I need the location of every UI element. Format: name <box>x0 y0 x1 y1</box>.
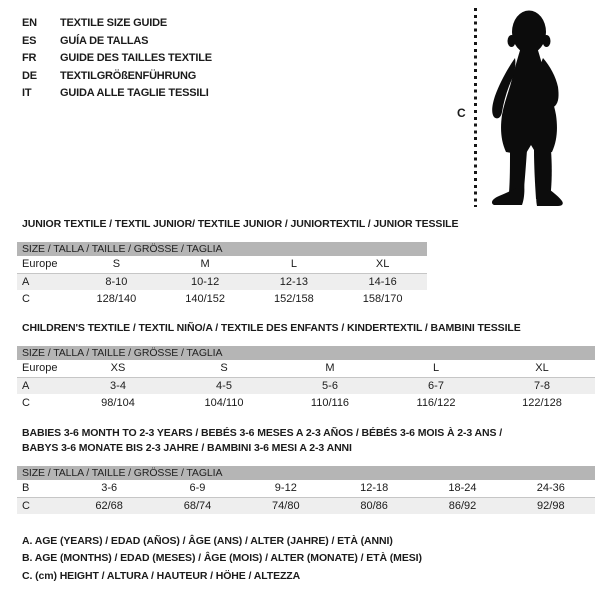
size-value: 140/152 <box>185 292 225 305</box>
row-label: B <box>22 482 30 495</box>
size-value: 10-12 <box>161 273 250 290</box>
size-value: 8-10 <box>72 273 161 290</box>
row-label: A <box>17 273 72 290</box>
size-value: 92/98 <box>507 497 595 514</box>
row-label: C <box>22 396 30 409</box>
height-measure-label: C <box>457 106 466 120</box>
guide-title-text: GUIDA ALLE TAGLIE TESSILI <box>60 87 209 100</box>
table-title-line2: BABYS 3-6 MONATE BIS 2-3 JAHRE / BAMBINI 3-6 MESI A 2-3 ANNI <box>22 442 352 454</box>
row-label: Europe <box>22 362 58 375</box>
guide-title-text: GUÍA DE TALLAS <box>60 34 149 47</box>
size-value: XL <box>375 258 390 271</box>
guide-title-text: GUIDE DES TAILLES TEXTILE <box>60 52 212 65</box>
junior-size-table-section <box>17 217 459 307</box>
babies-size-table-section <box>17 426 595 514</box>
size-value: S <box>220 362 228 375</box>
table-row <box>17 497 595 514</box>
size-value: 18-24 <box>448 482 477 495</box>
row-label: C <box>22 292 30 305</box>
size-value: 24-36 <box>536 482 565 495</box>
table-header-band <box>17 242 427 256</box>
size-value: 62/68 <box>65 497 153 514</box>
table-row <box>17 360 595 377</box>
table-header-label: SIZE / TALLA / TAILLE / GRÖSSE / TAGLIA <box>17 346 595 360</box>
size-table <box>17 242 427 307</box>
row-label: Europe <box>22 258 58 271</box>
size-value: L <box>432 362 440 375</box>
size-value: 110/116 <box>310 396 350 409</box>
size-value: 12-18 <box>360 482 389 495</box>
language-code: DE <box>22 69 37 82</box>
size-value: M <box>325 362 335 375</box>
guide-title-text: TEXTILGRÖßENFÜHRUNG <box>60 69 197 82</box>
size-value: 122/128 <box>522 396 562 409</box>
size-value: 12-13 <box>250 273 339 290</box>
baby-silhouette-icon <box>481 8 577 209</box>
children-size-table-section <box>17 321 595 411</box>
size-value: 86/92 <box>418 497 506 514</box>
size-value: 80/86 <box>330 497 418 514</box>
size-value: 6-7 <box>383 377 489 394</box>
size-value: 68/74 <box>153 497 241 514</box>
table-header-band <box>17 346 595 360</box>
footnote-line: C. (cm) HEIGHT / ALTURA / HAUTEUR / HÖHE / ALTEZZA <box>22 569 301 582</box>
table-title: BABIES 3-6 MONTH TO 2-3 YEARS / BEBÉS 3-6 MESES A 2-3 AÑOS / BÉBÉS 3-6 MOIS À 2-3 ANS / <box>22 427 503 439</box>
size-value: 3-4 <box>65 377 171 394</box>
row-label: A <box>17 377 65 394</box>
language-code: EN <box>22 17 37 29</box>
size-value: 104/110 <box>204 396 244 409</box>
table-row <box>17 256 427 273</box>
table-row <box>17 290 427 307</box>
footnote-line: B. AGE (MONTHS) / EDAD (MESES) / ÂGE (MOIS) / ALTER (MONATE) / ETÀ (MESI) <box>22 552 422 565</box>
size-value: 9-12 <box>274 482 297 495</box>
footnotes <box>22 533 422 585</box>
table-header-band <box>17 466 595 480</box>
row-label: C <box>17 497 65 514</box>
guide-title-text: TEXTILE SIZE GUIDE <box>60 17 168 29</box>
size-value: M <box>200 258 210 271</box>
measurement-figure <box>0 0 600 215</box>
language-code: FR <box>22 52 37 65</box>
size-value: 5-6 <box>277 377 383 394</box>
size-value: 7-8 <box>489 377 595 394</box>
table-title: CHILDREN'S TEXTILE / TEXTIL NIÑO/A / TEXTILE DES ENFANTS / KINDERTEXTIL / BAMBINI TESSILE <box>22 322 521 334</box>
footnote-line: A. AGE (YEARS) / EDAD (AÑOS) / ÂGE (ANS) / ALTER (JAHRE) / ETÀ (ANNI) <box>22 535 393 547</box>
table-header-label: SIZE / TALLA / TAILLE / GRÖSSE / TAGLIA <box>17 466 595 480</box>
size-value: 152/158 <box>273 292 314 305</box>
table-header-label: SIZE / TALLA / TAILLE / GRÖSSE / TAGLIA <box>17 242 427 256</box>
table-row <box>17 273 427 290</box>
size-table <box>17 346 595 411</box>
size-value: 116/122 <box>416 396 456 409</box>
size-value: S <box>112 258 121 271</box>
size-value: 3-6 <box>101 482 118 495</box>
size-value: 74/80 <box>242 497 330 514</box>
size-value: 14-16 <box>338 273 427 290</box>
table-row <box>17 394 595 411</box>
size-value: 158/170 <box>362 292 403 305</box>
language-code: IT <box>22 87 32 100</box>
table-row <box>17 377 595 394</box>
size-value: XL <box>535 362 549 375</box>
size-value: 128/140 <box>96 292 137 305</box>
size-value: XS <box>110 362 126 375</box>
size-value: L <box>290 258 297 271</box>
table-title: JUNIOR TEXTILE / TEXTIL JUNIOR/ TEXTILE JUNIOR / JUNIORTEXTIL / JUNIOR TESSILE <box>22 218 459 230</box>
table-row <box>17 480 595 497</box>
height-dotted-line <box>474 8 477 207</box>
size-value: 4-5 <box>171 377 277 394</box>
size-value: 98/104 <box>101 396 135 409</box>
language-code: ES <box>22 34 37 47</box>
size-table <box>17 466 595 514</box>
size-value: 6-9 <box>189 482 206 495</box>
